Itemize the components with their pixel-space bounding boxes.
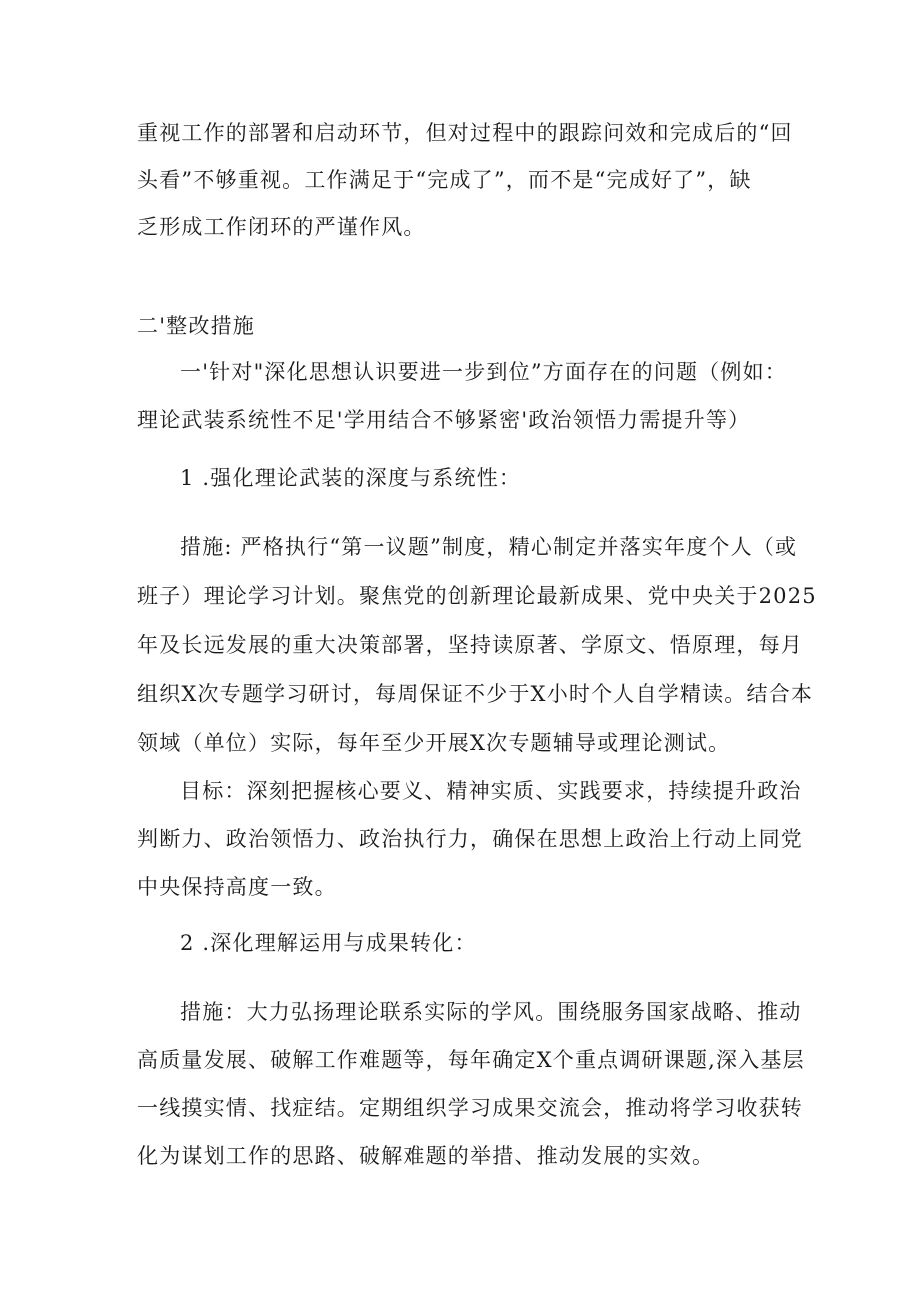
section-heading: 二'整改措施 (137, 314, 255, 338)
paragraph-line: 高质量发展、破解工作难题等，每年确定X个重点调研课题,深入基层 (137, 1048, 805, 1072)
paragraph-line: 重视工作的部署和启动环节，但对过程中的跟踪问效和完成后的“回 (137, 121, 793, 145)
item-heading: 1 .强化理论武装的深度与系统性： (180, 466, 522, 490)
subsection-heading: 理论武装系统性不足'学用结合不够紧密'政治领悟力需提升等） (137, 408, 751, 432)
paragraph-line: 乏形成工作闭环的严谨作风。 (137, 215, 426, 239)
paragraph-line: 班子）理论学习计划。聚焦党的创新理论最新成果、党中央关于2025 (137, 584, 817, 608)
item-heading: 2 .深化理解运用与成果转化： (180, 931, 477, 955)
paragraph-line: 化为谋划工作的思路、破解难题的举措、推动发展的实效。 (137, 1144, 715, 1168)
paragraph-line: 领域（单位）实际，每年至少开展X次专题辅导或理论测试。 (137, 731, 731, 755)
paragraph-line: 措施：大力弘扬理论联系实际的学风。围绕服务国家战略、推动 (180, 1000, 802, 1024)
subsection-heading: 一'针对"深化思想认识要进一步到位”方面存在的问题（例如： (180, 360, 787, 384)
paragraph-line: 年及长远发展的重大决策部署，坚持读原著、学原文、悟原理，每月 (137, 633, 803, 657)
paragraph-line: 一线摸实情、找症结。定期组织学习成果交流会，推动将学习收获转 (137, 1096, 803, 1120)
paragraph-line: 判断力、政治领悟力、政治执行力，确保在思想上政治上行动上同党 (137, 827, 803, 851)
paragraph-line: 措施: 严格执行“第一议题”制度，精心制定并落实年度个人（或 (180, 535, 798, 559)
paragraph-line: 中央保持高度一致。 (137, 875, 337, 899)
paragraph-line: 目标：深刻把握核心要义、精神实质、实践要求，持续提升政治 (180, 779, 802, 803)
paragraph-line: 组织X次专题学习研讨，每周保证不少于X小时个人自学精读。结合本 (137, 682, 814, 706)
paragraph-line: 头看”不够重视。工作满足于“完成了”，而不是“完成好了”，缺 (137, 168, 752, 192)
